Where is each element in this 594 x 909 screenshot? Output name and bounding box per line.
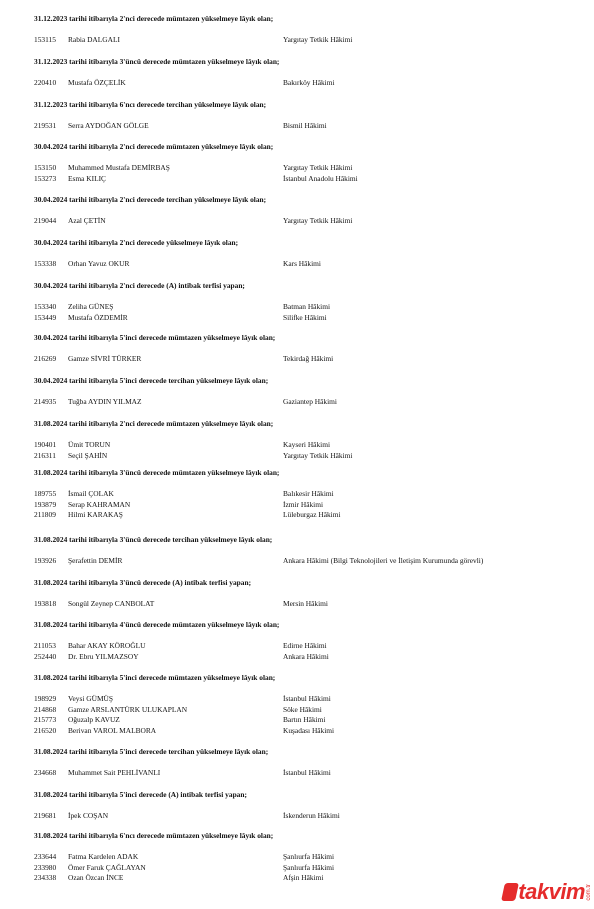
section-heading: 31.08.2024 tarihi itibarıyla 3'üncü derecede (A) intibak terfisi yapan;: [34, 578, 252, 587]
person-name: Esma KILIÇ: [68, 173, 106, 183]
section-heading: 31.08.2024 tarihi itibarıyla 2'nci derecede mümtazen yükselmeye lâyık olan;: [34, 419, 274, 428]
assignment: Batman Hâkimi: [283, 302, 331, 311]
person-name: Gamze ARSLANTÜRK ULUKAPLAN: [68, 704, 188, 714]
sicil-number: 233644: [34, 852, 57, 861]
logo-domain: com.tr: [586, 883, 592, 901]
assignment: Edirne Hâkimi: [283, 641, 327, 650]
section-heading: 31.08.2024 tarihi itibarıyla 4'üncü derecede mümtazen yükselmeye lâyık olan;: [34, 620, 280, 629]
person-name: Mustafa ÖZÇELİK: [68, 78, 126, 87]
person-name: Seçil ŞAHİN: [68, 450, 108, 460]
person-name: Serra AYDOĞAN GÖLGE: [68, 121, 149, 130]
sicil-number: 216269: [34, 354, 57, 363]
assignment: Bakırköy Hâkimi: [283, 78, 335, 87]
sicil-number: 193879: [34, 499, 57, 509]
sicil-number: 214935: [34, 397, 57, 406]
takvim-logo: [503, 879, 592, 905]
assignment: İstanbul Anadolu Hâkimi: [283, 173, 358, 183]
assignment: İzmir Hâkimi: [283, 499, 324, 509]
assignment: Yargıtay Tetkik Hâkimi: [283, 450, 353, 460]
section-heading: 30.04.2024 tarihi itibarıyla 2'nci derecede tercihan yükselmeye lâyık olan;: [34, 195, 267, 204]
sicil-number: 214868: [34, 704, 57, 714]
sicil-number: 190401: [34, 440, 57, 449]
assignment: Yargıtay Tetkik Hâkimi: [283, 163, 353, 172]
sicil-number: 219044: [34, 216, 57, 225]
sicil-number: 211809: [34, 510, 56, 519]
sicil-number: 252440: [34, 651, 57, 661]
section-heading: 30.04.2024 tarihi itibarıyla 5'inci derecede tercihan yükselmeye lâyık olan;: [34, 376, 269, 385]
assignment: Yargıtay Tetkik Hâkimi: [283, 35, 353, 44]
person-name: Ümit TORUN: [68, 440, 111, 449]
person-name: Muhammet Sait PEHLİVANLI: [68, 768, 161, 777]
sicil-number: 220410: [34, 78, 57, 87]
person-name: İpek COŞAN: [68, 811, 109, 820]
person-name: İsmail ÇOLAK: [68, 489, 114, 498]
assignment: İstanbul Hâkimi: [283, 768, 331, 777]
person-name: Azal ÇETİN: [68, 216, 106, 225]
assignment: Afşin Hâkimi: [283, 873, 324, 882]
assignment: İskenderun Hâkimi: [283, 811, 340, 820]
sicil-number: 193926: [34, 556, 57, 565]
section-heading: 31.08.2024 tarihi itibarıyla 3'üncü derecede tercihan yükselmeye lâyık olan;: [34, 535, 273, 544]
section-heading: 31.08.2024 tarihi itibarıyla 5'inci derecede mümtazen yükselmeye lâyık olan;: [34, 673, 276, 682]
sicil-number: 233980: [34, 862, 57, 872]
assignment: Bismil Hâkimi: [283, 121, 327, 130]
person-name: Bahar AKAY KÖROĞLU: [68, 641, 146, 650]
assignment: Söke Hâkimi: [283, 704, 322, 714]
sicil-number: 216520: [34, 725, 57, 735]
person-name: Hilmi KARAKAŞ: [68, 510, 123, 519]
assignment: Bartın Hâkimi: [283, 715, 326, 724]
person-name: Ozan Özcan İNCE: [68, 873, 124, 882]
sicil-number: 153150: [34, 163, 57, 172]
section-heading: 31.08.2024 tarihi itibarıyla 3'üncü derecede mümtazen yükselmeye lâyık olan;: [34, 468, 280, 477]
section-heading: 31.12.2023 tarihi itibarıyla 3'üncü derecede mümtazen yükselmeye lâyık olan;: [34, 57, 280, 66]
assignment: Lüleburgaz Hâkimi: [283, 510, 341, 519]
person-name: Şerafettin DEMİR: [68, 556, 123, 565]
sicil-number: 153338: [34, 259, 57, 268]
person-name: Songül Zeynep CANBOLAT: [68, 599, 155, 608]
person-name: Dr. Ebru YILMAZSOY: [68, 651, 139, 661]
person-name: Orhan Yavuz OKUR: [68, 259, 130, 268]
assignment: Şanlıurfa Hâkimi: [283, 852, 335, 861]
assignment: Ankara Hâkimi: [283, 651, 329, 661]
person-name: Mustafa ÖZDEMİR: [68, 312, 128, 322]
logo-mark-icon: [501, 883, 519, 901]
section-heading: 31.08.2024 tarihi itibarıyla 5'inci derecede (A) intibak terfisi yapan;: [34, 790, 247, 799]
person-name: Rabia DALGALI: [68, 35, 120, 44]
person-name: Serap KAHRAMAN: [68, 499, 131, 509]
section-heading: 30.04.2024 tarihi itibarıyla 2'nci derecede (A) intibak terfisi yapan;: [34, 281, 245, 290]
assignment: İstanbul Hâkimi: [283, 694, 331, 703]
person-name: Fatma Kardelen ADAK: [68, 852, 139, 861]
section-heading: 30.04.2024 tarihi itibarıyla 2'nci derecede yükselmeye lâyık olan;: [34, 238, 239, 247]
assignment: Balıkesir Hâkimi: [283, 489, 334, 498]
assignment: Yargıtay Tetkik Hâkimi: [283, 216, 353, 225]
person-name: Berivan VAROL MALBORA: [68, 725, 157, 735]
sicil-number: 211053: [34, 641, 56, 650]
person-name: Veysi GÜMÜŞ: [68, 694, 113, 703]
person-name: Muhammed Mustafa DEMİRBAŞ: [68, 163, 170, 172]
person-name: Gamze SİVRİ TÜRKER: [68, 354, 142, 363]
assignment: Silifke Hâkimi: [283, 312, 327, 322]
person-name: Tuğba AYDIN YILMAZ: [68, 397, 142, 406]
assignment: Tekirdağ Hâkimi: [283, 354, 334, 363]
sicil-number: 215773: [34, 715, 57, 724]
sicil-number: 193818: [34, 599, 57, 608]
sicil-number: 216311: [34, 450, 56, 460]
person-name: Zeliha GÜNEŞ: [68, 302, 114, 311]
sicil-number: 219681: [34, 811, 57, 820]
assignment: Mersin Hâkimi: [283, 599, 328, 608]
section-heading: 31.12.2023 tarihi itibarıyla 2'nci derecede mümtazen yükselmeye lâyık olan;: [34, 14, 274, 23]
sicil-number: 153449: [34, 312, 57, 322]
section-heading: 30.04.2024 tarihi itibarıyla 2'nci derecede mümtazen yükselmeye lâyık olan;: [34, 142, 274, 151]
assignment: Kayseri Hâkimi: [283, 440, 330, 449]
assignment: Kuşadası Hâkimi: [283, 725, 335, 735]
section-heading: 30.04.2024 tarihi itibarıyla 5'inci derecede mümtazen yükselmeye lâyık olan;: [34, 333, 276, 342]
section-heading: 31.08.2024 tarihi itibarıyla 5'inci derecede tercihan yükselmeye lâyık olan;: [34, 747, 269, 756]
assignment: Gaziantep Hâkimi: [283, 397, 337, 406]
sicil-number: 219531: [34, 121, 57, 130]
section-heading: 31.08.2024 tarihi itibarıyla 6'ncı derecede mümtazen yükselmeye lâyık olan;: [34, 831, 274, 840]
sicil-number: 189755: [34, 489, 57, 498]
logo-wordmark: takvim: [518, 879, 585, 904]
person-name: Ömer Faruk ÇAĞLAYAN: [68, 862, 146, 872]
sicil-number: 234338: [34, 873, 57, 882]
sicil-number: 153273: [34, 173, 57, 183]
assignment: Kars Hâkimi: [283, 259, 321, 268]
person-name: Oğuzalp KAVUZ: [68, 715, 120, 724]
sicil-number: 198929: [34, 694, 57, 703]
sicil-number: 153340: [34, 302, 57, 311]
assignment: Şanlıurfa Hâkimi: [283, 862, 335, 872]
sicil-number: 234668: [34, 768, 57, 777]
sicil-number: 153115: [34, 35, 56, 44]
assignment: Ankara Hâkimi (Bilgi Teknolojileri ve İletişim Kurumunda görevli): [283, 556, 484, 565]
section-heading: 31.12.2023 tarihi itibarıyla 6'ncı derecede tercihan yükselmeye lâyık olan;: [34, 100, 267, 109]
